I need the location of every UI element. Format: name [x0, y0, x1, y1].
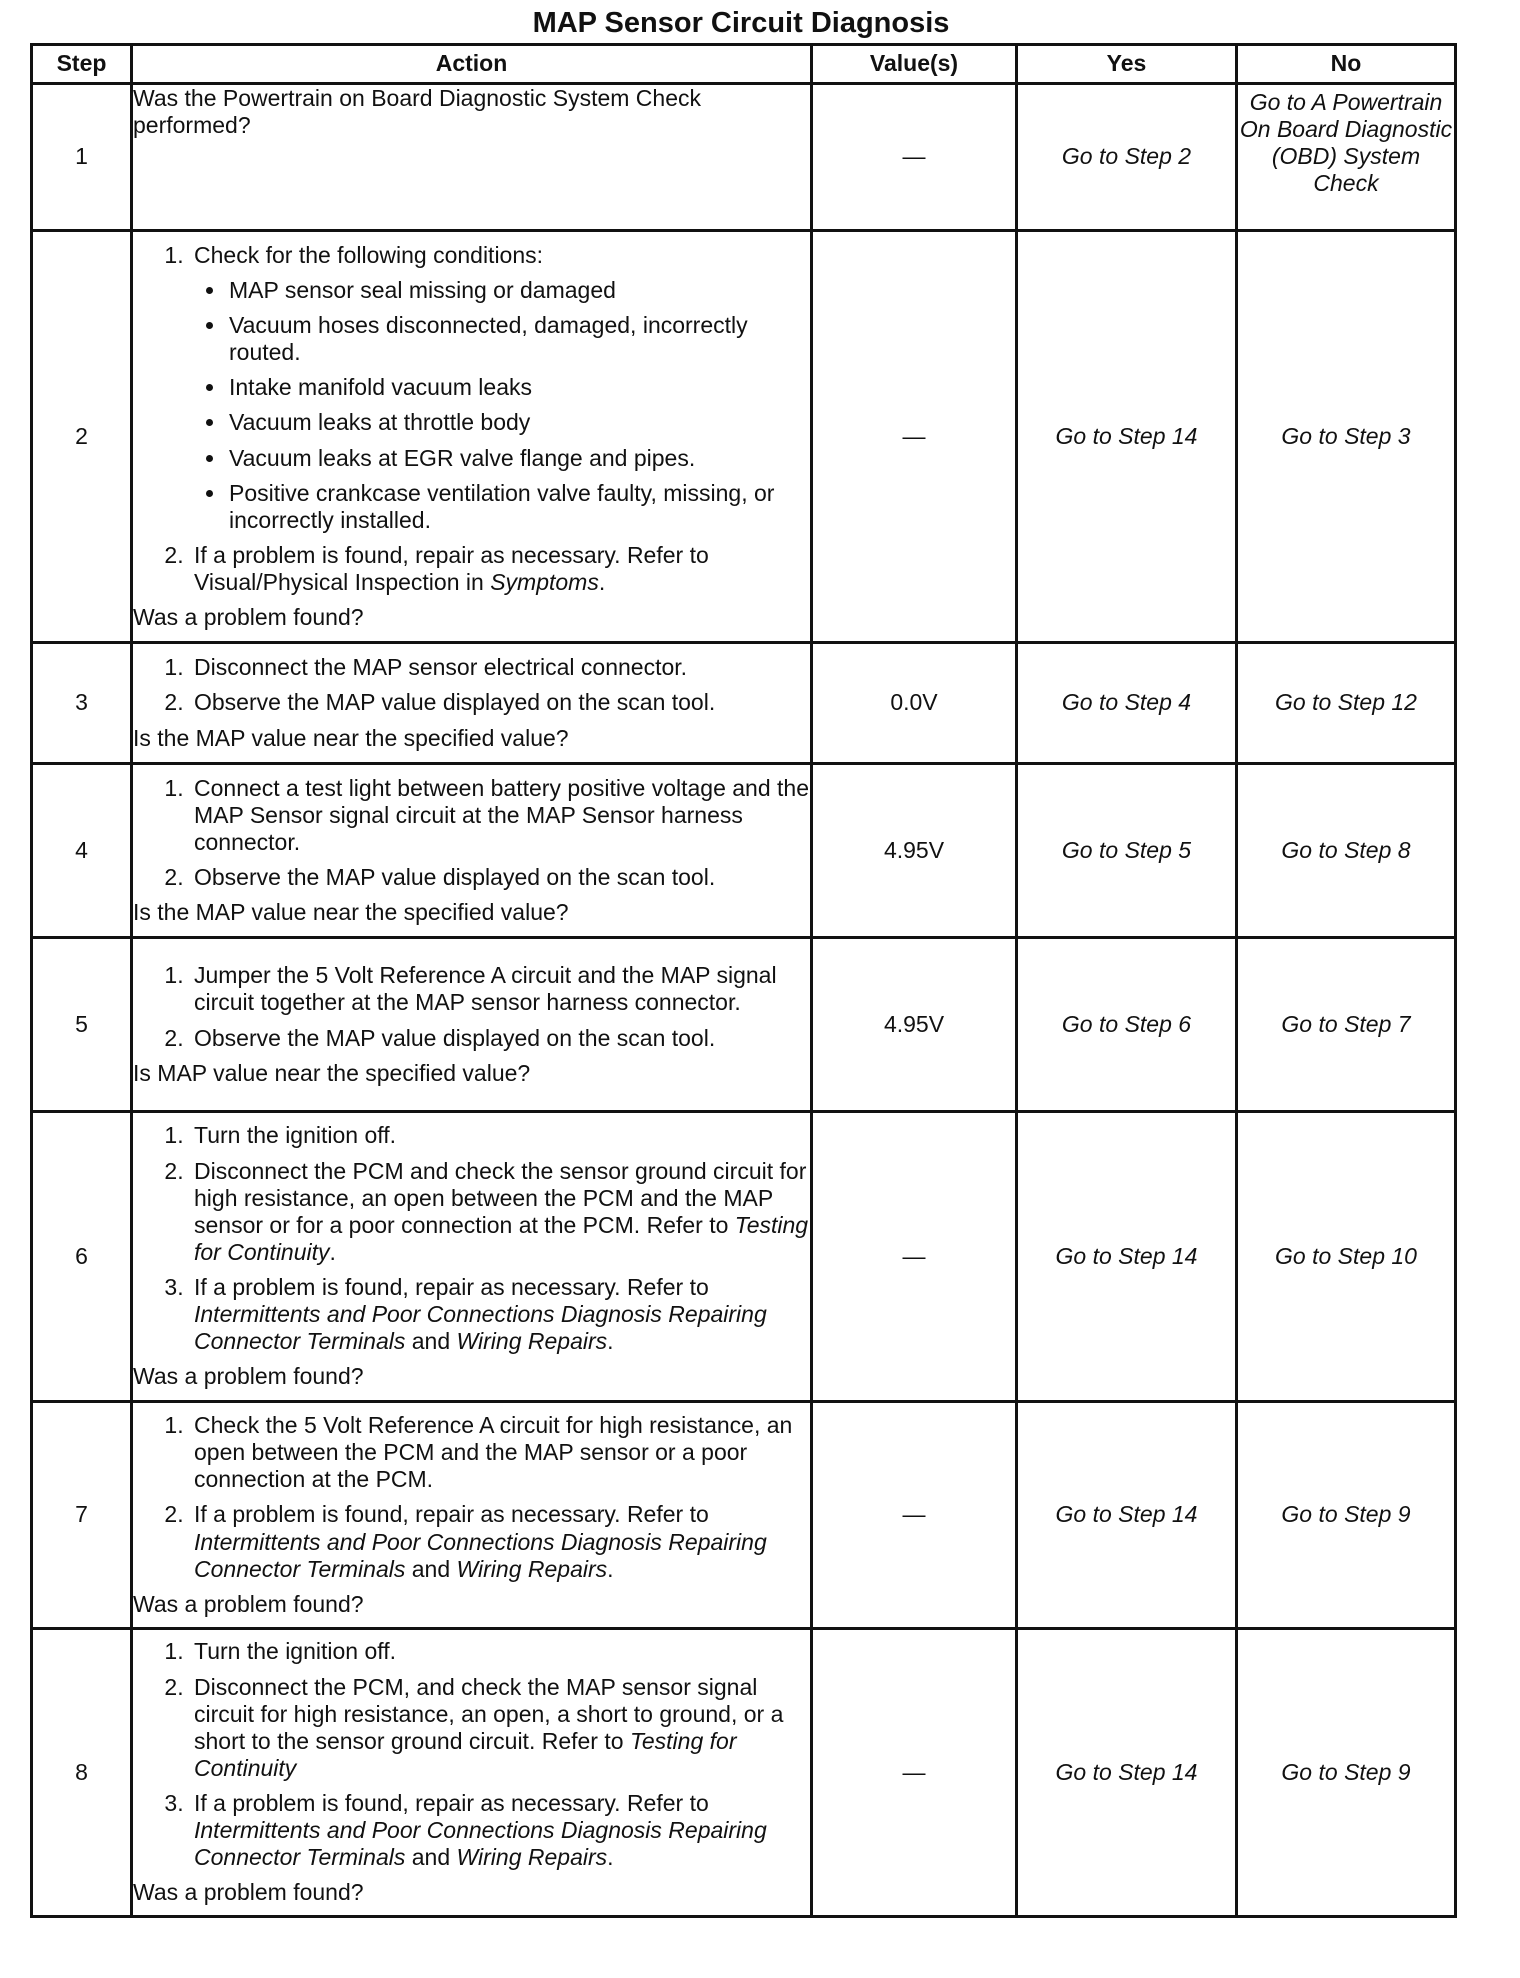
- table-row: [32, 643, 1456, 764]
- step-number: 7: [32, 1402, 132, 1629]
- action-step: 1. Connect a test light between battery positive voltage and the MAP Sensor signal circuit at the MAP Sensor harness connector.: [190, 775, 810, 856]
- yes-cell: Go to Step 5: [1017, 764, 1237, 938]
- action-steps: [133, 1638, 810, 1871]
- action-cell: [132, 231, 812, 643]
- table-row: [32, 938, 1456, 1112]
- no-reference: A Powertrain On Board Diagnostic (OBD) System Check: [1239, 89, 1453, 196]
- action-cell: [132, 84, 812, 231]
- condition-item: • Positive crankcase ventilation valve faulty, missing, or incorrectly installed.: [227, 480, 810, 534]
- no-cell: [1237, 84, 1456, 231]
- action-step: [190, 1790, 810, 1871]
- reference-link-text: Intermittents and Poor Connections Diagnosis Repairing Connector Terminals: [194, 1817, 767, 1871]
- punctuation: .: [607, 1844, 614, 1871]
- no-cell: Go to Step 9: [1237, 1629, 1456, 1917]
- action-question: Was a problem found?: [133, 604, 364, 631]
- step-number: 8: [32, 1629, 132, 1917]
- action-step-text: If a problem is found, repair as necessary. Refer to: [194, 1274, 709, 1301]
- value-cell: 4.95V: [812, 764, 1017, 938]
- yes-cell: Go to Step 14: [1017, 231, 1237, 643]
- yes-cell: Go to Step 4: [1017, 643, 1237, 764]
- yes-cell: Go to Step 2: [1017, 84, 1237, 231]
- action-steps: [133, 1122, 810, 1355]
- header-no: No: [1237, 45, 1456, 84]
- no-cell: Go to Step 3: [1237, 231, 1456, 643]
- table-row: [32, 1402, 1456, 1629]
- step-number: 4: [32, 764, 132, 938]
- table-header-row: [32, 45, 1456, 84]
- reference-link-text: Symptoms: [490, 569, 599, 595]
- action-question: Is MAP value near the specified value?: [133, 1059, 531, 1086]
- action-question: Was a problem found?: [133, 1363, 364, 1390]
- value-cell: 4.95V: [812, 938, 1017, 1112]
- header-action: Action: [132, 45, 812, 84]
- action-step: 2. Observe the MAP value displayed on the scan tool.: [190, 1025, 810, 1052]
- action-step: 1. Turn the ignition off.: [190, 1638, 810, 1665]
- action-step-text: and: [405, 1328, 457, 1355]
- action-steps: [133, 775, 810, 892]
- condition-item: • Vacuum leaks at throttle body: [227, 409, 810, 436]
- no-cell: Go to Step 7: [1237, 938, 1456, 1112]
- reference-link-text: Wiring Repairs: [456, 1555, 608, 1582]
- step-number: 1: [32, 84, 132, 231]
- value-cell: —: [812, 1629, 1017, 1917]
- value-cell: —: [812, 84, 1017, 231]
- action-cell: [132, 1402, 812, 1629]
- action-step-text: Check for the following conditions:: [194, 241, 544, 268]
- step-number: 6: [32, 1112, 132, 1402]
- action-step: [190, 1158, 810, 1267]
- action-step-text: and: [405, 1844, 457, 1871]
- header-yes: Yes: [1017, 45, 1237, 84]
- punctuation: .: [607, 1555, 614, 1582]
- table-row: [32, 1629, 1456, 1917]
- action-step: [190, 242, 810, 534]
- reference-link-text: Wiring Repairs: [456, 1328, 608, 1355]
- action-cell: [132, 938, 812, 1112]
- condition-item: • Vacuum hoses disconnected, damaged, incorrectly routed.: [227, 312, 810, 366]
- reference-link-text: Testing for Continuity: [194, 1727, 737, 1781]
- step-number: 5: [32, 938, 132, 1112]
- reference-link-text: Wiring Repairs: [456, 1844, 608, 1871]
- action-steps: [133, 242, 810, 596]
- action-cell: [132, 1112, 812, 1402]
- action-question: Was the Powertrain on Board Diagnostic System Check performed?: [133, 85, 702, 139]
- action-step-text: Disconnect the PCM and check the sensor ground circuit for high resistance, an open between the PCM and the MAP sensor or for a poor connection at the PCM. Refer to: [194, 1157, 807, 1238]
- page-title: MAP Sensor Circuit Diagnosis: [532, 7, 950, 39]
- no-cell: Go to Step 8: [1237, 764, 1456, 938]
- reference-link-text: Intermittents and Poor Connections Diagnosis Repairing Connector Terminals: [194, 1528, 767, 1582]
- action-step-text: If a problem is found, repair as necessary. Refer to: [194, 1790, 709, 1817]
- action-question: Was a problem found?: [133, 1879, 364, 1906]
- action-step: 2. Observe the MAP value displayed on the scan tool.: [190, 689, 810, 716]
- action-steps: [133, 962, 810, 1051]
- condition-item: • MAP sensor seal missing or damaged: [227, 277, 810, 304]
- action-cell: [132, 1629, 812, 1917]
- action-steps: [133, 1412, 810, 1583]
- condition-item: • Vacuum leaks at EGR valve flange and pipes.: [227, 445, 810, 472]
- punctuation: .: [329, 1238, 336, 1265]
- action-steps: [133, 654, 810, 716]
- table-row: [32, 764, 1456, 938]
- action-cell: [132, 764, 812, 938]
- action-step: [190, 542, 810, 596]
- action-step: 1. Check the 5 Volt Reference A circuit for high resistance, an open between the PCM and the MAP sensor or a poor connection at the PCM.: [190, 1412, 810, 1493]
- action-step-text: and: [405, 1555, 457, 1582]
- value-cell: —: [812, 1402, 1017, 1629]
- no-cell: Go to Step 9: [1237, 1402, 1456, 1629]
- condition-list: [194, 277, 810, 534]
- table-row: [32, 231, 1456, 643]
- punctuation: .: [607, 1328, 614, 1355]
- action-question: Is the MAP value near the specified value?: [133, 724, 569, 751]
- action-step: 1. Turn the ignition off.: [190, 1122, 810, 1149]
- action-question: Is the MAP value near the specified value?: [133, 899, 569, 926]
- action-step-text: If a problem is found, repair as necessary. Refer to: [194, 1501, 709, 1528]
- reference-link-text: Intermittents and Poor Connections Diagnosis Repairing Connector Terminals: [194, 1301, 767, 1355]
- reference-link-text: Testing for Continuity: [194, 1211, 809, 1265]
- condition-item: • Intake manifold vacuum leaks: [227, 374, 810, 401]
- action-step: 1. Jumper the 5 Volt Reference A circuit and the MAP signal circuit together at the MAP sensor harness connector.: [190, 962, 810, 1016]
- action-step: [190, 1501, 810, 1582]
- step-number: 3: [32, 643, 132, 764]
- yes-cell: Go to Step 6: [1017, 938, 1237, 1112]
- value-cell: —: [812, 231, 1017, 643]
- action-step: [190, 1674, 810, 1783]
- no-cell: Go to Step 12: [1237, 643, 1456, 764]
- table-row: [32, 84, 1456, 231]
- punctuation: .: [598, 569, 606, 595]
- yes-cell: Go to Step 14: [1017, 1402, 1237, 1629]
- action-step: 1. Disconnect the MAP sensor electrical connector.: [190, 654, 810, 681]
- no-cell: Go to Step 10: [1237, 1112, 1456, 1402]
- yes-cell: Go to Step 14: [1017, 1112, 1237, 1402]
- step-number: 2: [32, 231, 132, 643]
- action-step-text: If a problem is found, repair as necessary. Refer to Visual/Physical Inspection in: [194, 541, 709, 595]
- action-step: 2. Observe the MAP value displayed on the scan tool.: [190, 864, 810, 891]
- diagnosis-table: [30, 43, 1457, 1918]
- action-step: [190, 1274, 810, 1355]
- table-row: [32, 1112, 1456, 1402]
- header-step: Step: [32, 45, 132, 84]
- action-cell: [132, 643, 812, 764]
- yes-cell: Go to Step 14: [1017, 1629, 1237, 1917]
- action-question: Was a problem found?: [133, 1590, 364, 1617]
- value-cell: 0.0V: [812, 643, 1017, 764]
- header-values: Value(s): [812, 45, 1017, 84]
- action-step-text: Disconnect the PCM, and check the MAP sensor signal circuit for high resistance, an open, a short to ground, or a short to the sensor ground circuit. Refer to: [194, 1673, 784, 1754]
- value-cell: —: [812, 1112, 1017, 1402]
- no-prefix: Go to: [1249, 89, 1312, 115]
